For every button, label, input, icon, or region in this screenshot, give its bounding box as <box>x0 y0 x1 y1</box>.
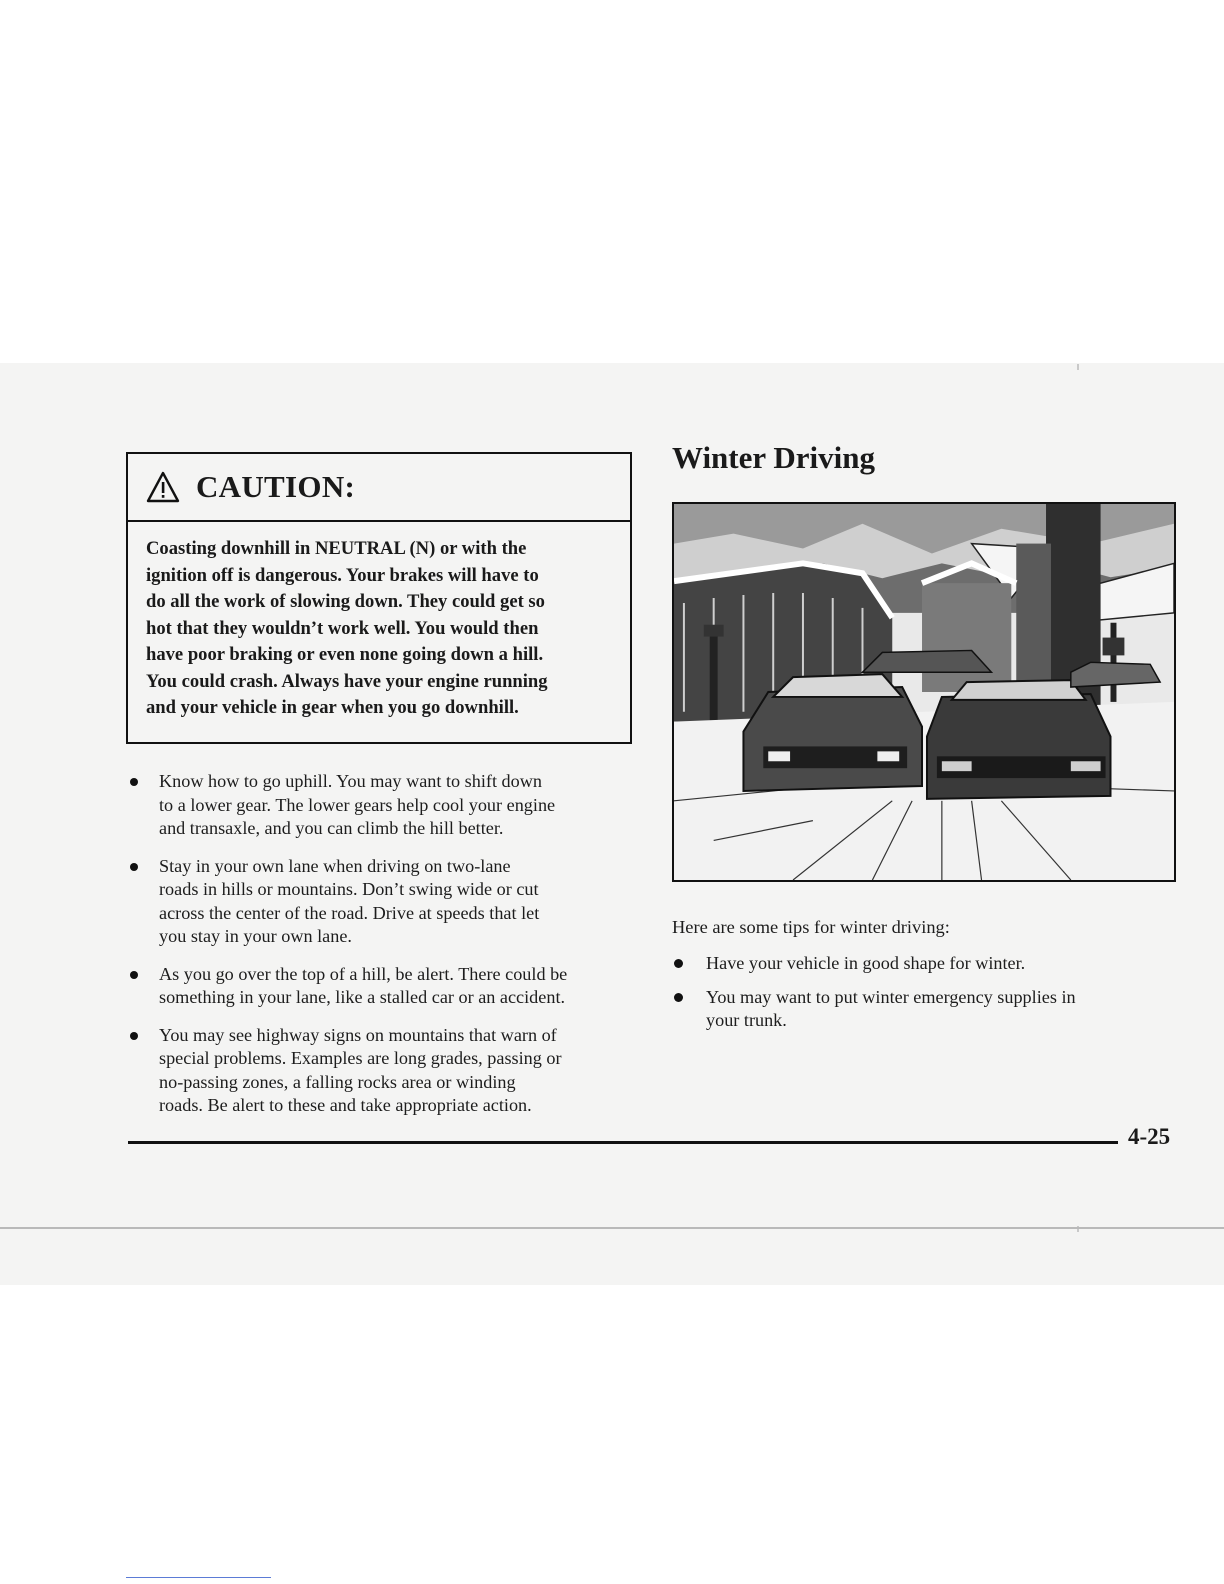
caution-line: hot that they wouldn’t work well. You would then <box>146 617 539 639</box>
list-item-line: Know how to go uphill. You may want to shift down <box>159 771 542 791</box>
list-item-line: You may want to put winter emergency supplies in <box>706 986 1076 1007</box>
list-item-line: Stay in your own lane when driving on two-lane <box>159 855 511 876</box>
caution-title: CAUTION: <box>196 469 356 504</box>
caution-line: and your vehicle in gear when you go downhill. <box>146 697 519 718</box>
bullet-dot-icon <box>130 863 138 871</box>
list-item <box>128 855 633 949</box>
list-item-line: You may see highway signs on mountains that warn of <box>159 1024 557 1045</box>
list-item-line: something in your lane, like a stalled car or an accident. <box>159 987 566 1007</box>
caution-line: ignition off is dangerous. Your brakes will have to <box>146 564 539 586</box>
list-item <box>672 986 1172 1033</box>
winter-scene-drawing <box>674 504 1174 880</box>
list-item-line: special problems. Examples are long grades, passing or <box>159 1048 562 1068</box>
band-bottom-line <box>0 1227 1224 1229</box>
caution-line: do all the work of slowing down. They could get so <box>146 591 545 612</box>
footer-rule <box>128 1141 1118 1144</box>
caution-line: You could crash. Always have your engine running <box>146 670 548 692</box>
list-item-line: Have your vehicle in good shape for winter. <box>706 953 1026 973</box>
caution-box <box>126 452 632 744</box>
bullet-dot-icon <box>674 959 683 968</box>
list-item-line: roads in hills or mountains. Don’t swing wide or cut <box>159 879 539 899</box>
list-item <box>128 1024 633 1118</box>
list-item-line: roads. Be alert to these and take appropriate action. <box>159 1095 532 1115</box>
list-item-line: no-passing zones, a falling rocks area or winding <box>159 1071 516 1092</box>
list-item-line: and transaxle, and you can climb the hill better. <box>159 818 504 838</box>
bullet-dot-icon <box>130 778 138 786</box>
bullet-dot-icon <box>130 1032 138 1040</box>
scan-mark <box>1077 364 1079 370</box>
list-item <box>128 963 633 1010</box>
section-title: Winter Driving <box>672 440 875 475</box>
bullet-dot-icon <box>674 993 683 1002</box>
bottom-link-underline <box>126 1577 271 1578</box>
caution-text <box>128 522 630 722</box>
list-item-line: you stay in your own lane. <box>159 926 352 946</box>
winter-tips-list <box>672 952 1172 1043</box>
winter-driving-illustration <box>672 502 1176 882</box>
list-item-line: across the center of the road. Drive at speeds that let <box>159 902 540 923</box>
caution-line: have poor braking or even none going down a hill. <box>146 644 544 665</box>
winter-intro-text: Here are some tips for winter driving: <box>672 917 950 937</box>
list-item-line: your trunk. <box>706 1010 787 1030</box>
list-item-line: As you go over the top of a hill, be alert. There could be <box>159 963 568 984</box>
hill-driving-list <box>128 770 633 1132</box>
caution-line: Coasting downhill in NEUTRAL (N) or with the <box>146 538 527 559</box>
list-item-line: to a lower gear. The lower gears help cool your engine <box>159 794 556 815</box>
page-number: 4-25 <box>1128 1124 1171 1149</box>
caution-header <box>128 454 630 522</box>
bullet-dot-icon <box>130 971 138 979</box>
list-item <box>128 770 633 841</box>
list-item <box>672 952 1172 976</box>
warning-triangle-icon <box>146 471 180 503</box>
